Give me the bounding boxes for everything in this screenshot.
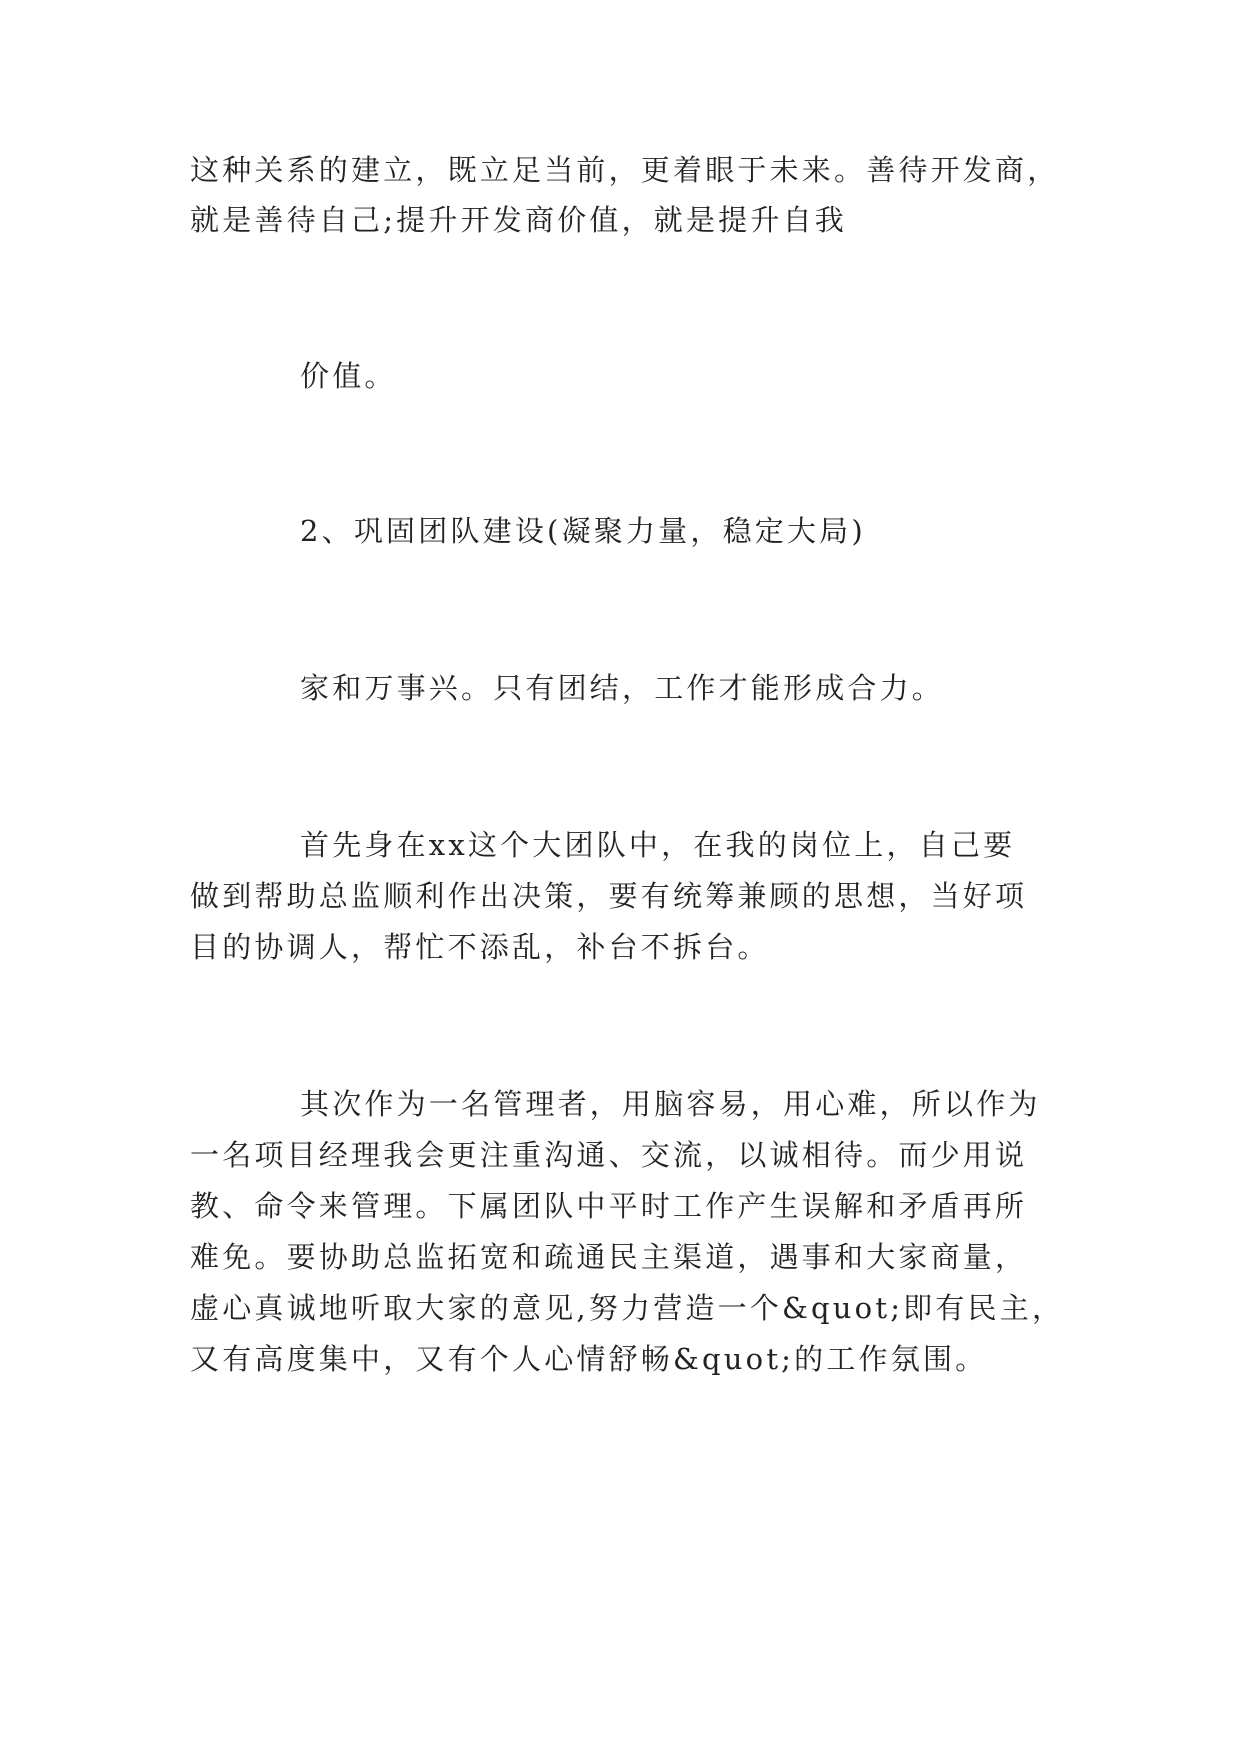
paragraph-6-line-4: 难免。要协助总监拓宽和疏通民主渠道，遇事和大家商量， bbox=[190, 1240, 1028, 1274]
paragraph-6-line-2: 一名项目经理我会更注重沟通、交流，以诚相待。而少用说 bbox=[190, 1138, 1028, 1172]
paragraph-6-line-3: 教、命令来管理。下属团队中平时工作产生误解和矛盾再所 bbox=[190, 1189, 1028, 1223]
paragraph-5-line-2: 做到帮助总监顺利作出决策，要有统筹兼顾的思想，当好项 bbox=[190, 879, 1028, 913]
paragraph-1-line-2: 就是善待自己;提升开发商价值，就是提升自我 bbox=[190, 203, 847, 237]
paragraph-2-line-1: 价值。 bbox=[300, 359, 397, 393]
paragraph-6-line-6: 又有高度集中，又有个人心情舒畅&quot;的工作氛围。 bbox=[190, 1342, 988, 1376]
paragraph-6-line-5: 虚心真诚地听取大家的意见,努力营造一个&quot;即有民主， bbox=[190, 1291, 1065, 1325]
paragraph-1-line-1: 这种关系的建立，既立足当前，更着眼于未来。善待开发商， bbox=[190, 153, 1060, 187]
paragraph-6-line-1: 其次作为一名管理者，用脑容易，用心难，所以作为 bbox=[300, 1087, 1041, 1121]
paragraph-4-line-1: 家和万事兴。只有团结，工作才能形成合力。 bbox=[300, 671, 945, 705]
paragraph-5-line-3: 目的协调人，帮忙不添乱，补台不拆台。 bbox=[190, 930, 770, 964]
section-heading: 2、巩固团队建设(凝聚力量，稳定大局) bbox=[300, 514, 866, 548]
paragraph-5-line-1: 首先身在xx这个大团队中，在我的岗位上，自己要 bbox=[300, 828, 1016, 862]
